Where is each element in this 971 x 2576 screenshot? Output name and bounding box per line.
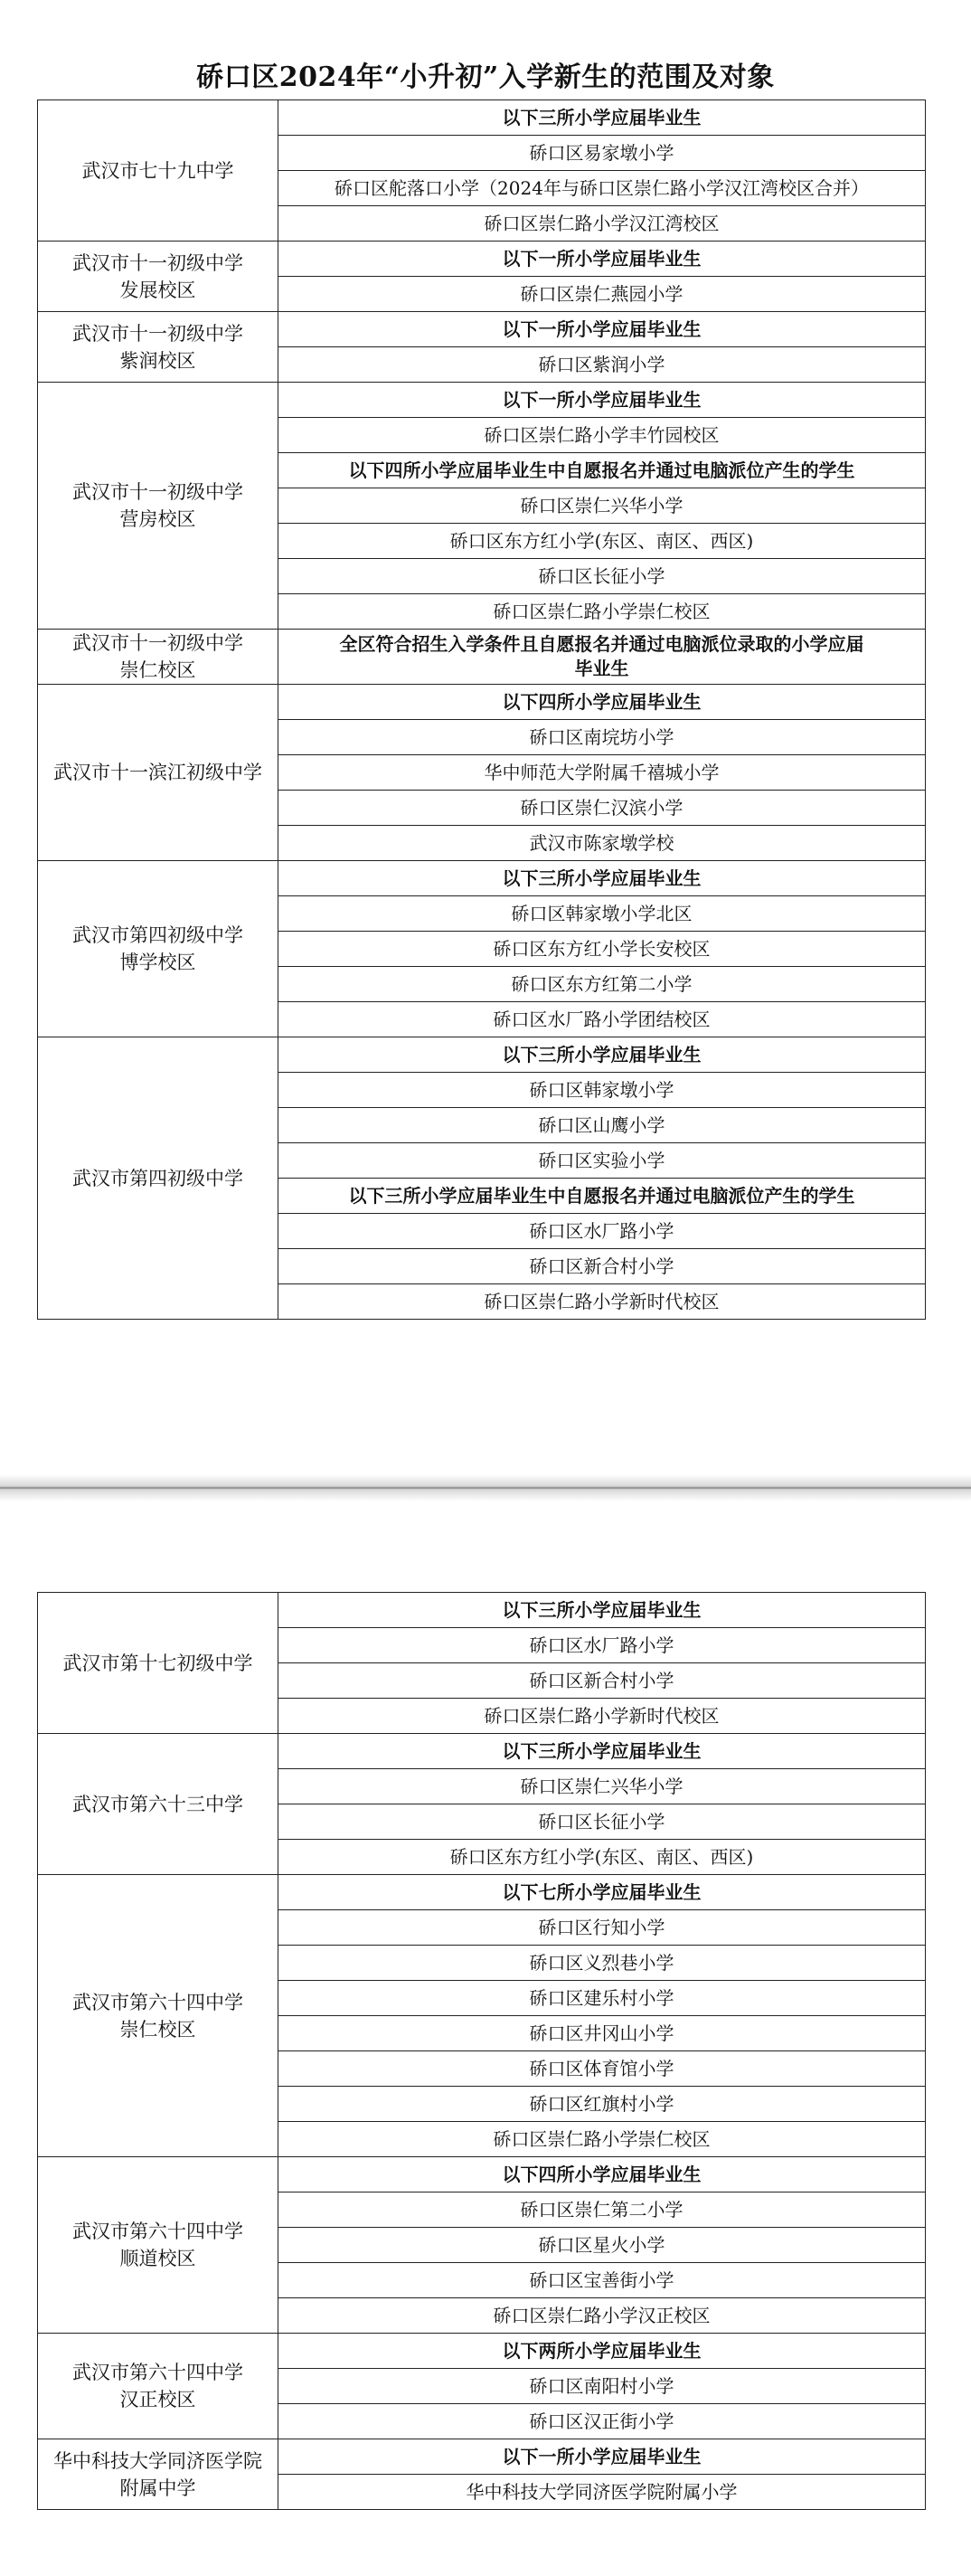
admission-rule-cell: 以下一所小学应届毕业生	[278, 383, 926, 418]
primary-school-cell: 硚口区建乐村小学	[278, 1981, 926, 2016]
primary-school-cell: 硚口区东方红第二小学	[278, 967, 926, 1002]
middle-school-name: 博学校区	[119, 952, 196, 973]
primary-school-cell: 硚口区韩家墩小学	[278, 1073, 926, 1108]
table-row	[38, 2157, 926, 2192]
middle-school-name: 发展校区	[119, 279, 196, 301]
admission-rule-cell: 以下七所小学应届毕业生	[278, 1875, 926, 1910]
middle-school-cell	[38, 630, 278, 685]
primary-school-cell: 硚口区井冈山小学	[278, 2016, 926, 2051]
primary-school-cell: 硚口区水厂路小学团结校区	[278, 1002, 926, 1037]
primary-school-cell: 硚口区易家墩小学	[278, 136, 926, 171]
middle-school-name: 崇仁校区	[119, 659, 196, 681]
primary-school-cell: 硚口区崇仁路小学汉正校区	[278, 2298, 926, 2334]
primary-school-cell: 硚口区韩家墩小学北区	[278, 896, 926, 932]
admission-rule-cell: 以下三所小学应届毕业生	[278, 100, 926, 136]
primary-school-cell: 硚口区紫润小学	[278, 347, 926, 383]
middle-school-name: 崇仁校区	[119, 2018, 196, 2041]
primary-school-cell: 硚口区宝善街小学	[278, 2263, 926, 2298]
primary-school-cell: 硚口区体育馆小学	[278, 2051, 926, 2087]
middle-school-name: 营房校区	[119, 508, 196, 530]
admission-rule-cell: 全区符合招生入学条件且自愿报名并通过电脑派位录取的小学应届毕业生	[278, 630, 926, 685]
primary-school-cell: 华中师范大学附属千禧城小学	[278, 755, 926, 791]
primary-school-cell: 硚口区水厂路小学	[278, 1628, 926, 1663]
middle-school-cell	[38, 2334, 278, 2439]
middle-school-cell	[38, 242, 278, 312]
primary-school-cell: 硚口区实验小学	[278, 1143, 926, 1179]
middle-school-cell	[38, 100, 278, 242]
admission-rule-cell: 以下三所小学应届毕业生	[278, 861, 926, 896]
primary-school-cell: 硚口区崇仁燕园小学	[278, 277, 926, 312]
admission-rule-cell: 以下一所小学应届毕业生	[278, 2439, 926, 2475]
primary-school-cell: 硚口区崇仁路小学新时代校区	[278, 1284, 926, 1320]
document-title: 硚口区2024年“小升初”入学新生的范围及对象	[196, 62, 775, 93]
admission-rule-cell: 以下三所小学应届毕业生	[278, 1037, 926, 1073]
middle-school-name: 顺道校区	[119, 2248, 196, 2269]
primary-school-cell: 硚口区崇仁第二小学	[278, 2192, 926, 2228]
table-row	[38, 100, 926, 136]
middle-school-cell	[38, 1734, 278, 1875]
middle-school-name: 紫润校区	[119, 349, 196, 372]
primary-school-cell: 硚口区崇仁兴华小学	[278, 1769, 926, 1804]
primary-school-cell: 硚口区山鹰小学	[278, 1108, 926, 1143]
primary-school-cell: 硚口区新合村小学	[278, 1249, 926, 1284]
primary-school-cell: 硚口区义烈巷小学	[278, 1946, 926, 1981]
admission-rule-cell: 以下一所小学应届毕业生	[278, 312, 926, 347]
primary-school-cell: 硚口区水厂路小学	[278, 1214, 926, 1249]
primary-school-cell: 武汉市陈家墩学校	[278, 826, 926, 861]
table-row	[38, 685, 926, 720]
page-break-divider	[0, 1474, 971, 1501]
primary-school-cell: 硚口区舵落口小学（2024年与硚口区崇仁路小学汉江湾校区合并）	[278, 171, 926, 206]
table-row	[38, 242, 926, 277]
middle-school-name: 武汉市第六十四中学	[72, 2221, 243, 2242]
primary-school-cell: 硚口区红旗村小学	[278, 2087, 926, 2122]
primary-school-cell: 华中科技大学同济医学院附属小学	[278, 2475, 926, 2510]
primary-school-cell: 硚口区东方红小学(东区、南区、西区)	[278, 1840, 926, 1875]
table-row	[38, 861, 926, 896]
middle-school-cell	[38, 685, 278, 861]
middle-school-name: 武汉市第六十四中学	[72, 2362, 243, 2383]
table-row	[38, 1875, 926, 1910]
primary-school-cell: 硚口区崇仁路小学汉江湾校区	[278, 206, 926, 242]
primary-school-cell: 硚口区南垸坊小学	[278, 720, 926, 755]
primary-school-cell: 硚口区汉正街小学	[278, 2404, 926, 2439]
primary-school-cell: 硚口区南阳村小学	[278, 2369, 926, 2404]
middle-school-name: 武汉市第十七初级中学	[62, 1652, 253, 1674]
middle-school-cell	[38, 861, 278, 1037]
enrollment-table	[37, 99, 926, 1320]
middle-school-name: 武汉市第六十四中学	[72, 1991, 243, 2013]
table-row	[38, 1734, 926, 1769]
table-row	[38, 2334, 926, 2369]
primary-school-cell: 硚口区东方红小学长安校区	[278, 932, 926, 967]
primary-school-cell: 硚口区崇仁路小学新时代校区	[278, 1699, 926, 1734]
admission-rule-cell: 以下四所小学应届毕业生	[278, 2157, 926, 2192]
admission-rule-cell: 以下三所小学应届毕业生	[278, 1593, 926, 1628]
primary-school-cell: 硚口区长征小学	[278, 559, 926, 594]
table-row	[38, 2439, 926, 2475]
middle-school-name: 武汉市七十九中学	[81, 159, 234, 182]
primary-school-cell: 硚口区东方红小学(东区、南区、西区)	[278, 524, 926, 559]
middle-school-name: 汉正校区	[119, 2389, 196, 2410]
primary-school-cell: 硚口区新合村小学	[278, 1663, 926, 1699]
middle-school-cell	[38, 2157, 278, 2334]
middle-school-name: 武汉市十一初级中学	[72, 251, 243, 274]
primary-school-cell: 硚口区崇仁兴华小学	[278, 488, 926, 524]
middle-school-name: 武汉市十一滨江初级中学	[53, 762, 262, 783]
middle-school-cell	[38, 1875, 278, 2157]
primary-school-cell: 硚口区长征小学	[278, 1804, 926, 1840]
table-row	[38, 312, 926, 347]
middle-school-cell	[38, 1037, 278, 1320]
middle-school-cell	[38, 383, 278, 630]
middle-school-name: 武汉市十一初级中学	[72, 632, 243, 654]
table-row	[38, 1593, 926, 1628]
admission-rule-cell: 以下一所小学应届毕业生	[278, 242, 926, 277]
middle-school-name: 武汉市十一初级中学	[72, 322, 243, 345]
middle-school-name: 华中科技大学同济医学院	[53, 2449, 262, 2472]
primary-school-cell: 硚口区星火小学	[278, 2228, 926, 2263]
table-row	[38, 1037, 926, 1073]
primary-school-cell: 硚口区崇仁汉滨小学	[278, 791, 926, 826]
primary-school-cell: 硚口区崇仁路小学崇仁校区	[278, 2122, 926, 2157]
admission-rule-cell: 以下三所小学应届毕业生	[278, 1734, 926, 1769]
admission-rule-cell: 以下两所小学应届毕业生	[278, 2334, 926, 2369]
admission-rule-cell: 以下四所小学应届毕业生中自愿报名并通过电脑派位产生的学生	[278, 453, 926, 488]
primary-school-cell: 硚口区行知小学	[278, 1910, 926, 1946]
table-row	[38, 630, 926, 685]
admission-rule-cell: 以下三所小学应届毕业生中自愿报名并通过电脑派位产生的学生	[278, 1179, 926, 1214]
document-page-2	[0, 1501, 971, 2576]
middle-school-name: 武汉市第四初级中学	[72, 924, 243, 946]
middle-school-cell	[38, 2439, 278, 2510]
middle-school-name: 武汉市第六十三中学	[72, 1793, 243, 1815]
enrollment-table	[37, 1592, 926, 2510]
primary-school-cell: 硚口区崇仁路小学崇仁校区	[278, 594, 926, 630]
admission-rule-cell: 以下四所小学应届毕业生	[278, 685, 926, 720]
primary-school-cell: 硚口区崇仁路小学丰竹园校区	[278, 418, 926, 453]
table-row	[38, 383, 926, 418]
middle-school-name: 武汉市第四初级中学	[72, 1167, 243, 1189]
middle-school-name: 武汉市十一初级中学	[72, 481, 243, 503]
middle-school-cell	[38, 1593, 278, 1734]
middle-school-name: 附属中学	[119, 2477, 196, 2499]
middle-school-cell	[38, 312, 278, 383]
